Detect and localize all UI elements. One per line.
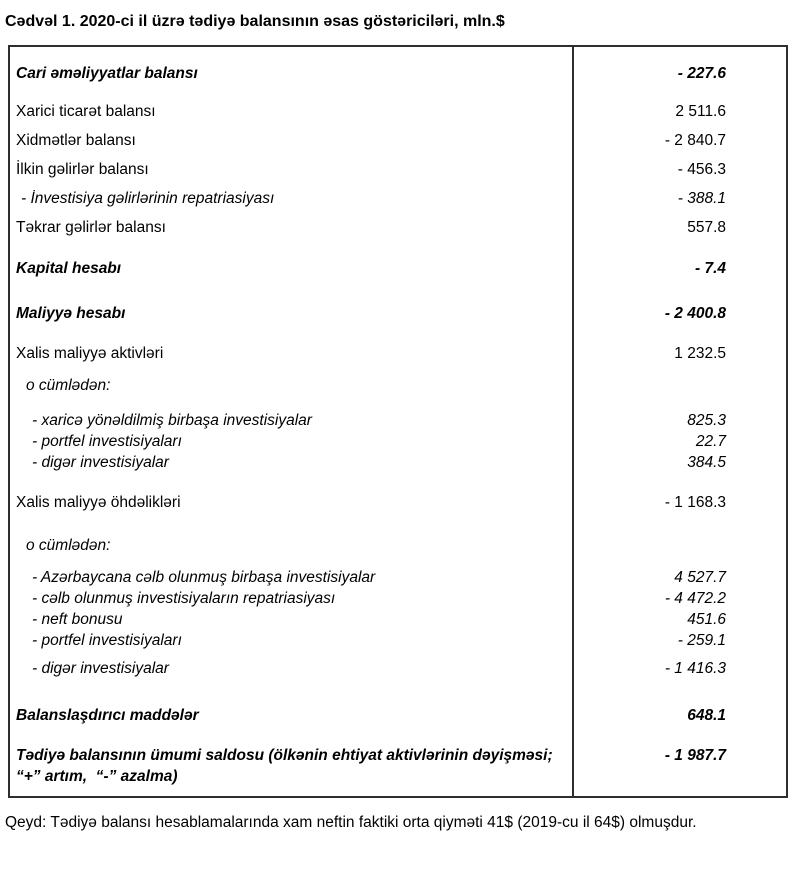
table-row (10, 745, 786, 787)
table-row (10, 375, 786, 396)
table-row (10, 63, 786, 84)
row-value: - 259.1 (677, 632, 726, 649)
column-divider (572, 47, 574, 796)
row-label: Kapital hesabı (16, 260, 122, 277)
row-value: 648.1 (687, 707, 726, 724)
table-row (10, 658, 786, 679)
row-value: 4 527.7 (674, 569, 726, 586)
document-page (0, 12, 800, 833)
row-label: - digər investisiyalar (32, 660, 169, 677)
table-row (10, 431, 786, 452)
row-label: o cümlədən: (26, 537, 111, 554)
row-label: İlkin gəlirlər balansı (16, 161, 149, 178)
table-row (10, 567, 786, 588)
row-label: - İnvestisiya gəlirlərinin repatriasiyası (21, 190, 275, 207)
balance-of-payments-table (8, 45, 788, 798)
row-value: - 4 472.2 (664, 590, 726, 607)
row-label: Maliyyə hesabı (16, 305, 126, 322)
row-value: 1 232.5 (674, 345, 726, 362)
row-label: - neft bonusu (32, 611, 123, 628)
row-label: Xalis maliyyə aktivləri (16, 345, 164, 362)
table-row (10, 492, 786, 513)
row-value: 384.5 (687, 454, 726, 471)
row-value: 825.3 (687, 412, 726, 429)
note-text: Qeyd: Tədiyə balansı hesablamalarında xam neftin faktiki orta qiyməti 41$ (2019-cu il 64$) olmuşdur. (5, 814, 697, 831)
row-value: - 2 400.8 (664, 305, 726, 322)
row-label: Tədiyə balansının ümumi saldosu (ölkənin ehtiyat aktivlərinin dəyişməsi; “+” artım, “-” azalma) (16, 747, 566, 785)
table-row (10, 609, 786, 630)
row-value: - 1 416.3 (664, 660, 726, 677)
row-value: - 2 840.7 (664, 132, 726, 149)
row-label: - xaricə yönəldilmiş birbaşa investisiyalar (32, 412, 312, 429)
table-row (10, 452, 786, 473)
row-label: - digər investisiyalar (32, 454, 169, 471)
row-value: 22.7 (695, 433, 726, 450)
row-label: Xalis maliyyə öhdəlikləri (16, 494, 181, 511)
table-row (10, 188, 786, 209)
row-label: o cümlədən: (26, 377, 111, 394)
table-row (10, 410, 786, 431)
table-row (10, 705, 786, 726)
table-row (10, 303, 786, 324)
row-label: - cəlb olunmuş investisiyaların repatriasiyası (32, 590, 336, 607)
row-label: - Azərbaycana cəlb olunmuş birbaşa investisiyalar (32, 569, 376, 586)
row-value: - 1 168.3 (664, 494, 726, 511)
row-label: Xarici ticarət balansı (16, 103, 156, 120)
row-value: 557.8 (687, 219, 726, 236)
row-value: - 7.4 (694, 260, 726, 277)
table-row (10, 130, 786, 151)
row-value: - 456.3 (677, 161, 726, 178)
table-row (10, 588, 786, 609)
row-value: 451.6 (687, 611, 726, 628)
row-value: - 1 987.7 (664, 747, 726, 764)
table-row (10, 101, 786, 122)
row-label: Balanslaşdırıcı maddələr (16, 707, 199, 724)
row-label: Təkrar gəlirlər balansı (16, 219, 166, 236)
row-label: - portfel investisiyaları (32, 632, 182, 649)
row-label: Xidmətlər balansı (16, 132, 136, 149)
table-row (10, 343, 786, 364)
table-row (10, 159, 786, 180)
table-row (10, 535, 786, 556)
table-row (10, 630, 786, 651)
table-title: Cədvəl 1. 2020-ci il üzrə tədiyə balansının əsas göstəriciləri, mln.$ (5, 13, 505, 30)
row-value: - 388.1 (677, 190, 726, 207)
row-value: 2 511.6 (675, 103, 726, 120)
row-label: Cari əməliyyatlar balansı (16, 65, 198, 82)
table-row (10, 258, 786, 279)
row-value: - 227.6 (677, 65, 726, 82)
table-row (10, 217, 786, 238)
row-label: - portfel investisiyaları (32, 433, 182, 450)
